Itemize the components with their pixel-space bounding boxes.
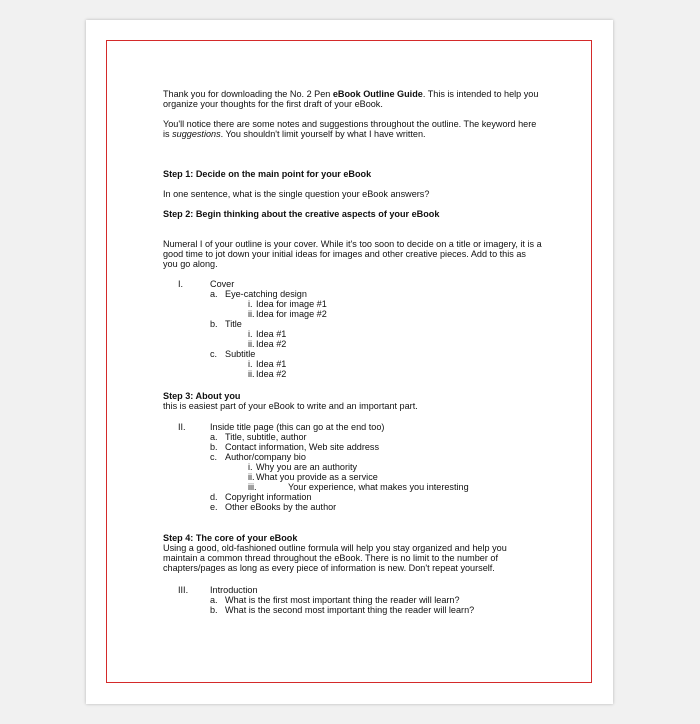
step3-heading: Step 3: About you xyxy=(163,391,241,401)
outline-sub-number: i. xyxy=(248,329,253,339)
outline-item: Title xyxy=(225,319,242,329)
outline-sub-number: ii. xyxy=(248,472,255,482)
step2-text: Numeral I of your outline is your cover. While it's too soon to decide on a title or imagery, it is a good time to jot down your initial ideas for images and other creative pieces. Add to this as you go along. xyxy=(163,239,542,269)
outline-numeral: I. xyxy=(178,279,184,289)
outline-sub-item: Your experience, what makes you interesting xyxy=(288,482,469,492)
outline-letter: a. xyxy=(210,432,218,442)
outline-sub-number: i. xyxy=(248,359,253,369)
outline-sub-number: i. xyxy=(248,299,253,309)
outline-title: Cover xyxy=(210,279,235,289)
outline-letter: b. xyxy=(210,605,218,615)
outline-sub-item: Idea #1 xyxy=(256,329,287,339)
outline-sub-item: Idea #2 xyxy=(256,369,287,379)
outline-title: Introduction xyxy=(210,585,258,595)
intro-paragraph-2: You'll notice there are some notes and suggestions throughout the outline. The keyword here is suggestions. You shouldn't limit yourself by what I have written. xyxy=(163,119,537,139)
outline-item: Copyright information xyxy=(225,492,312,502)
outline-letter: d. xyxy=(210,492,218,502)
outline-numeral: II. xyxy=(178,422,186,432)
outline-item: Author/company bio xyxy=(225,452,306,462)
step2-heading: Step 2: Begin thinking about the creative aspects of your eBook xyxy=(163,209,440,219)
outline-letter: c. xyxy=(210,349,218,359)
outline-letter: a. xyxy=(210,289,218,299)
outline-item: Other eBooks by the author xyxy=(225,502,337,512)
outline-sub-item: Idea for image #2 xyxy=(256,309,327,319)
outline-sub-item: Idea for image #1 xyxy=(256,299,327,309)
step4-heading: Step 4: The core of your eBook xyxy=(163,533,298,543)
outline-item: Contact information, Web site address xyxy=(225,442,379,452)
outline-sub-number: iii. xyxy=(248,482,257,492)
outline-sub-number: ii. xyxy=(248,369,255,379)
outline-sub-item: Why you are an authority xyxy=(256,462,358,472)
outline-item: What is the second most important thing the reader will learn? xyxy=(225,605,475,615)
outline-sub-number: ii. xyxy=(248,339,255,349)
outline-letter: c. xyxy=(210,452,218,462)
outline-item: What is the first most important thing the reader will learn? xyxy=(225,595,460,605)
outline-item: Subtitle xyxy=(225,349,256,359)
step4-text: Using a good, old-fashioned outline formula will help you stay organized and help you maintain a common thread throughout the eBook. There is no limit to the number of chapters/pages as long as every piece of information is new. Don't repeat yourself. xyxy=(163,543,507,573)
intro-paragraph-1: Thank you for downloading the No. 2 Pen eBook Outline Guide. This is intended to help you organize your thoughts for the first draft of your eBook. xyxy=(163,89,539,109)
outline-item: Eye-catching design xyxy=(225,289,307,299)
outline-letter: b. xyxy=(210,442,218,452)
outline-title: Inside title page (this can go at the end too) xyxy=(210,422,385,432)
outline-letter: b. xyxy=(210,319,218,329)
outline-sub-item: What you provide as a service xyxy=(256,472,378,482)
outline-sub-number: i. xyxy=(248,462,253,472)
outline-section-3 xyxy=(163,585,543,615)
step3-text: this is easiest part of your eBook to write and an important part. xyxy=(163,401,418,411)
outline-letter: e. xyxy=(210,502,218,512)
outline-numeral: III. xyxy=(178,585,189,595)
outline-letter: a. xyxy=(210,595,218,605)
outline-section-1 xyxy=(163,279,543,379)
outline-sub-item: Idea #1 xyxy=(256,359,287,369)
document-body xyxy=(163,89,543,615)
outline-sub-item: Idea #2 xyxy=(256,339,287,349)
outline-sub-number: ii. xyxy=(248,309,255,319)
step1-text: In one sentence, what is the single question your eBook answers? xyxy=(163,189,430,199)
outline-item: Title, subtitle, author xyxy=(225,432,307,442)
step1-heading: Step 1: Decide on the main point for your eBook xyxy=(163,169,372,179)
outline-section-2 xyxy=(163,422,543,512)
